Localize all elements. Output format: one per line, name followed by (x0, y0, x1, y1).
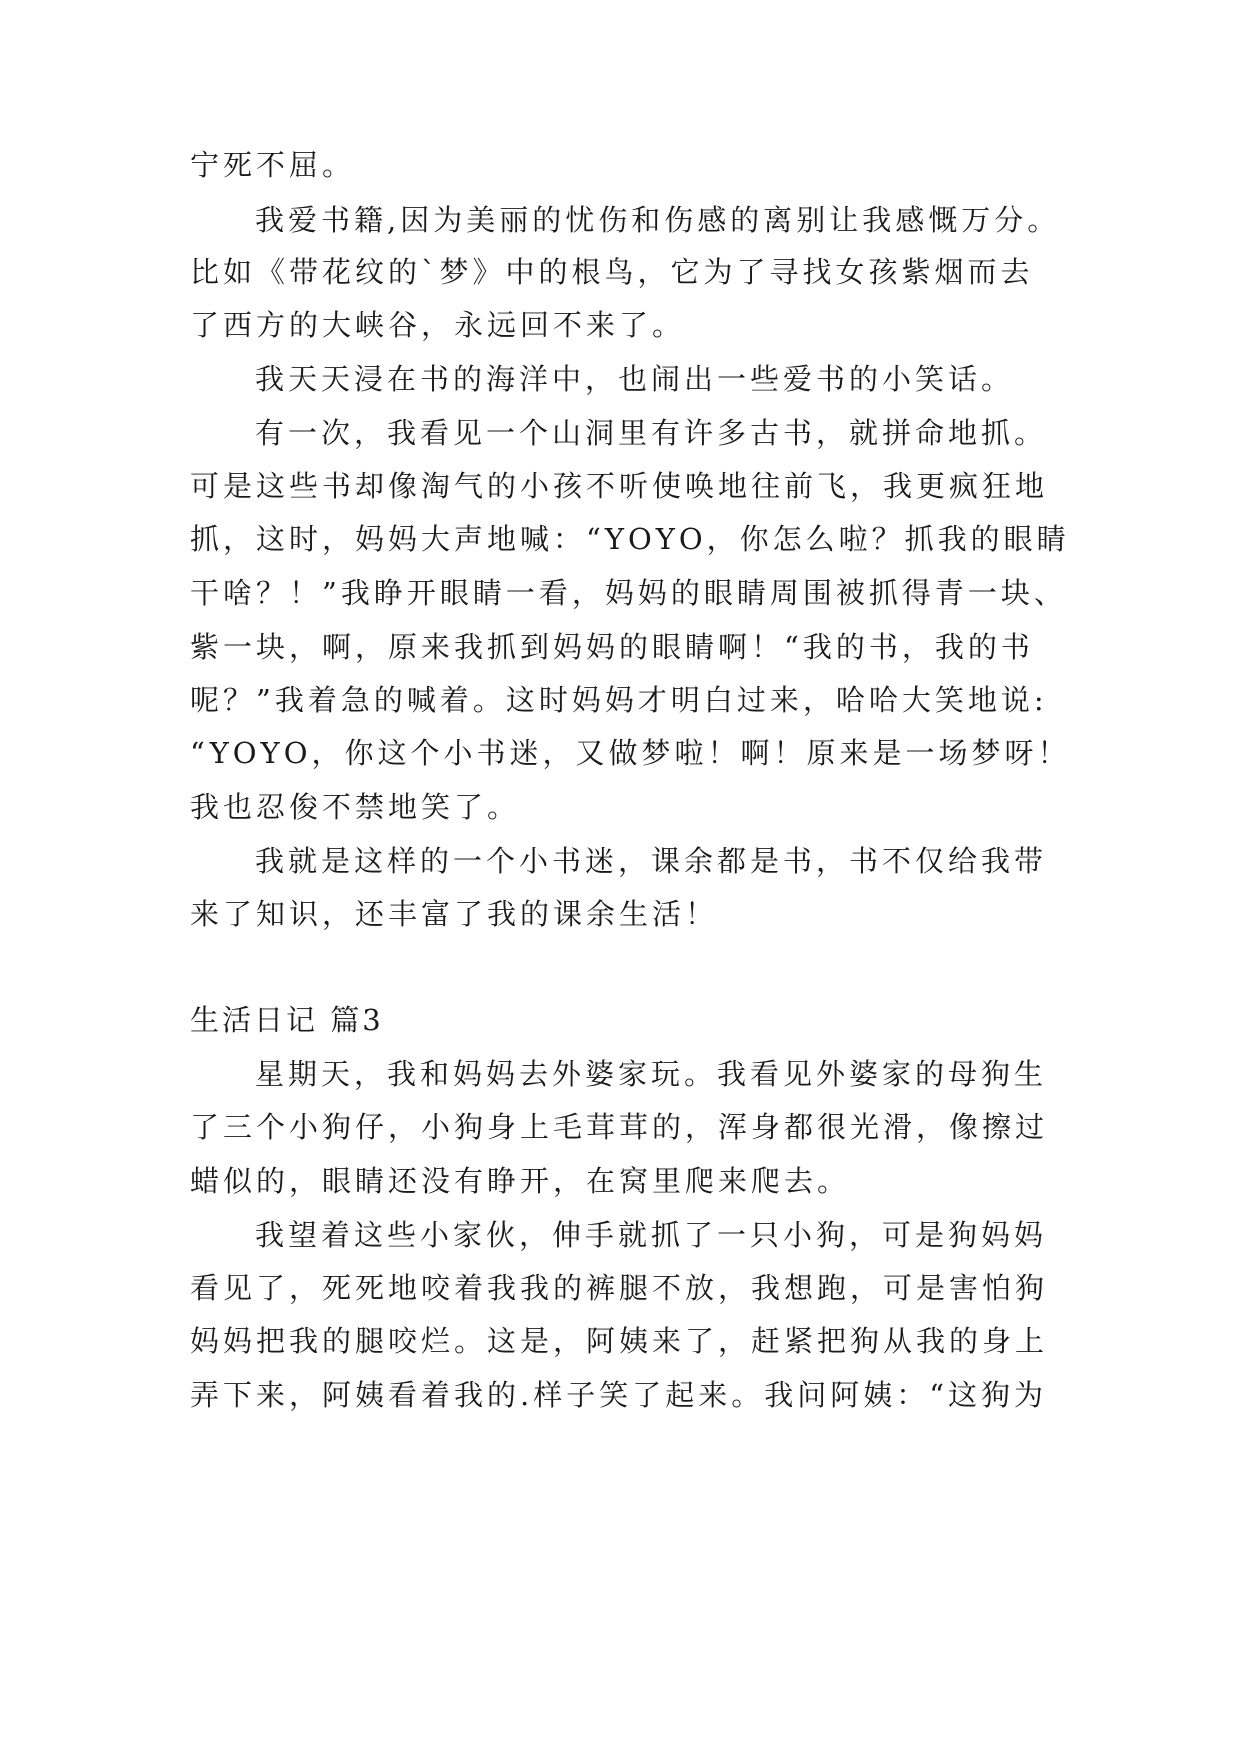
text-line: 干啥？！”我睁开眼睛一看，妈妈的眼睛周围被抓得青一块、 (190, 576, 1067, 610)
text-line: 可是这些书却像淘气的小孩不听使唤地往前飞，我更疯狂地 (190, 469, 1049, 503)
text-line: 了西方的大峡谷，永远回不来了。 (190, 308, 686, 342)
paragraph-first-line: 我望着这些小家伙，伸手就抓了一只小狗，可是狗妈妈 (255, 1218, 1048, 1252)
paragraph-first-line: 星期天，我和妈妈去外婆家玩。我看见外婆家的母狗生 (255, 1057, 1048, 1091)
text-line: 看见了，死死地咬着我我的裤腿不放，我想跑，可是害怕狗 (190, 1271, 1049, 1305)
text-line: 抓，这时，妈妈大声地喊：“YOYO，你怎么啦？抓我的眼睛 (190, 522, 1070, 556)
text-line: 弄下来，阿姨看着我的.样子笑了起来。我问阿姨：“这狗为 (190, 1378, 1048, 1412)
text-line: “YOYO，你这个小书迷，又做梦啦！啊！原来是一场梦呀！ (190, 736, 1071, 770)
paragraph-first-line: 我就是这样的一个小书迷，课余都是书，书不仅给我带 (255, 844, 1048, 878)
text-line: 蜡似的，眼睛还没有睁开，在窝里爬来爬去。 (190, 1164, 851, 1198)
text-line: 呢？”我着急的喊着。这时妈妈才明白过来，哈哈大笑地说: (190, 683, 1048, 717)
text-line: 我也忍俊不禁地笑了。 (190, 790, 521, 824)
text-line: 宁死不屈。 (190, 148, 356, 182)
text-line: 比如《带花纹的`梦》中的根鸟，它为了寻找女孩紫烟而去 (190, 255, 1034, 289)
paragraph-first-line: 我爱书籍,因为美丽的忧伤和伤感的离别让我感慨万分。 (255, 203, 1061, 237)
text-line: 了三个小狗仔，小狗身上毛茸茸的，浑身都很光滑，像擦过 (190, 1110, 1049, 1144)
text-line: 紫一块，啊，原来我抓到妈妈的眼睛啊！“我的书，我的书 (190, 630, 1034, 664)
paragraph-first-line: 我天天浸在书的海洋中，也闹出一些爱书的小笑话。 (255, 362, 1015, 396)
paragraph-first-line: 有一次，我看见一个山洞里有许多古书，就拼命地抓。 (255, 416, 1048, 450)
section-heading: 生活日记 篇3 (190, 1003, 384, 1037)
text-line: 妈妈把我的腿咬烂。这是，阿姨来了，赶紧把狗从我的身上 (190, 1324, 1049, 1358)
text-line: 来了知识，还丰富了我的课余生活！ (190, 897, 719, 931)
